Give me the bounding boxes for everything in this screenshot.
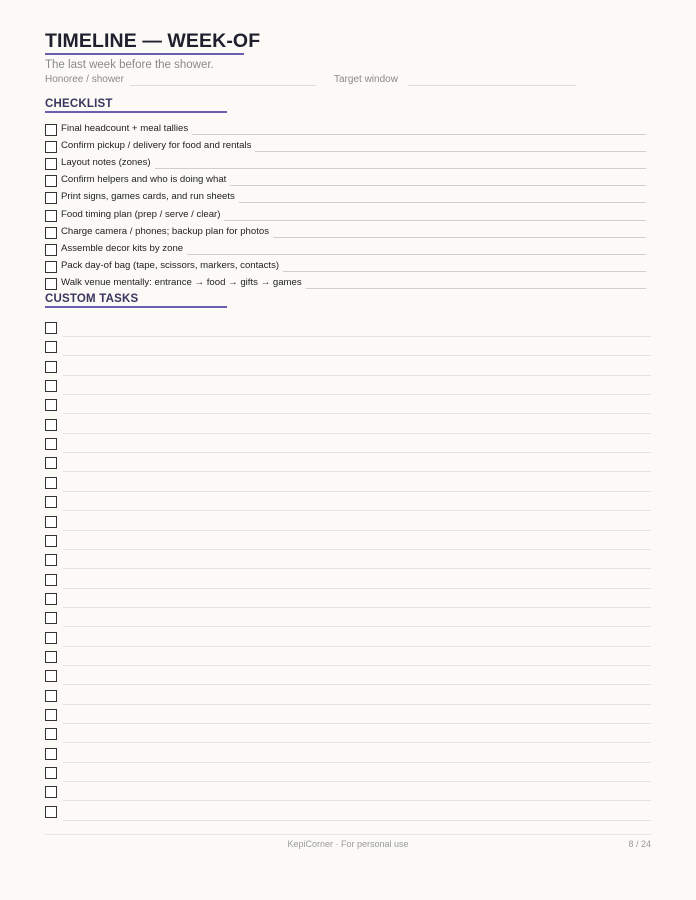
checklist-item-label: Food timing plan (prep / serve / clear) bbox=[61, 208, 224, 221]
custom-task-row bbox=[45, 748, 651, 767]
custom-task-line[interactable] bbox=[63, 471, 651, 472]
custom-task-line[interactable] bbox=[63, 626, 651, 627]
checkbox[interactable] bbox=[45, 690, 57, 702]
custom-task-line[interactable] bbox=[63, 568, 651, 569]
custom-task-row bbox=[45, 380, 651, 399]
checkbox[interactable] bbox=[45, 651, 57, 663]
checkbox[interactable] bbox=[45, 341, 57, 353]
custom-task-line[interactable] bbox=[63, 491, 651, 492]
custom-task-line[interactable] bbox=[63, 510, 651, 511]
checklist-item bbox=[45, 122, 646, 138]
checkbox[interactable] bbox=[45, 438, 57, 450]
custom-tasks-heading: CUSTOM TASKS bbox=[45, 293, 139, 305]
checkbox[interactable] bbox=[45, 278, 57, 290]
page-title: TIMELINE — WEEK-OF bbox=[45, 30, 261, 52]
checkbox[interactable] bbox=[45, 210, 57, 222]
footer-brand: KepiCorner · For personal use bbox=[287, 839, 409, 849]
custom-task-line[interactable] bbox=[63, 781, 651, 782]
honoree-field[interactable] bbox=[130, 85, 316, 86]
checkbox[interactable] bbox=[45, 670, 57, 682]
custom-task-row bbox=[45, 341, 651, 360]
checklist-item bbox=[45, 259, 646, 275]
checklist-underline bbox=[45, 111, 227, 113]
checkbox[interactable] bbox=[45, 141, 57, 153]
custom-task-row bbox=[45, 806, 651, 825]
checkbox[interactable] bbox=[45, 786, 57, 798]
checklist-item bbox=[45, 242, 646, 258]
checklist-item-label: Print signs, games cards, and run sheets bbox=[61, 190, 239, 203]
custom-task-row bbox=[45, 457, 651, 476]
custom-task-row bbox=[45, 709, 651, 728]
footer-divider bbox=[45, 834, 651, 835]
custom-task-row bbox=[45, 612, 651, 631]
page-subtitle: The last week before the shower. bbox=[45, 59, 214, 71]
custom-task-row bbox=[45, 438, 651, 457]
custom-task-row bbox=[45, 554, 651, 573]
checkbox[interactable] bbox=[45, 361, 57, 373]
custom-task-line[interactable] bbox=[63, 665, 651, 666]
custom-task-row bbox=[45, 651, 651, 670]
checklist-item bbox=[45, 173, 646, 189]
checkbox[interactable] bbox=[45, 380, 57, 392]
custom-task-row bbox=[45, 477, 651, 496]
target-window-label: Target window bbox=[334, 74, 398, 85]
custom-task-line[interactable] bbox=[63, 588, 651, 589]
checklist-item-label: Layout notes (zones) bbox=[61, 156, 155, 169]
checkbox[interactable] bbox=[45, 158, 57, 170]
checkbox[interactable] bbox=[45, 767, 57, 779]
custom-task-line[interactable] bbox=[63, 607, 651, 608]
title-underline bbox=[45, 53, 244, 55]
checkbox[interactable] bbox=[45, 806, 57, 818]
custom-task-row bbox=[45, 535, 651, 554]
custom-task-row bbox=[45, 593, 651, 612]
checkbox[interactable] bbox=[45, 728, 57, 740]
custom-task-row bbox=[45, 322, 651, 341]
checkbox[interactable] bbox=[45, 477, 57, 489]
checkbox[interactable] bbox=[45, 124, 57, 136]
checkbox[interactable] bbox=[45, 554, 57, 566]
checkbox[interactable] bbox=[45, 535, 57, 547]
checklist-item bbox=[45, 276, 646, 292]
checklist-item-label: Walk venue mentally: entrance → food → gifts → games bbox=[61, 276, 306, 289]
custom-task-row bbox=[45, 786, 651, 805]
custom-task-line[interactable] bbox=[63, 530, 651, 531]
custom-task-row bbox=[45, 690, 651, 709]
checklist-item-label: Confirm helpers and who is doing what bbox=[61, 173, 230, 186]
custom-task-line[interactable] bbox=[63, 336, 651, 337]
target-window-field[interactable] bbox=[408, 85, 576, 86]
custom-task-line[interactable] bbox=[63, 375, 651, 376]
custom-task-line[interactable] bbox=[63, 800, 651, 801]
checklist-item bbox=[45, 225, 646, 241]
checkbox[interactable] bbox=[45, 612, 57, 624]
checklist-item-label: Assemble decor kits by zone bbox=[61, 242, 187, 255]
checkbox[interactable] bbox=[45, 709, 57, 721]
checkbox[interactable] bbox=[45, 748, 57, 760]
custom-task-row bbox=[45, 670, 651, 689]
checkbox[interactable] bbox=[45, 457, 57, 469]
custom-tasks-underline bbox=[45, 306, 227, 308]
checkbox[interactable] bbox=[45, 192, 57, 204]
custom-task-row bbox=[45, 399, 651, 418]
checklist-item-label: Pack day-of bag (tape, scissors, markers, contacts) bbox=[61, 259, 283, 272]
custom-task-line[interactable] bbox=[63, 762, 651, 763]
checkbox[interactable] bbox=[45, 419, 57, 431]
custom-task-line[interactable] bbox=[63, 742, 651, 743]
checkbox[interactable] bbox=[45, 244, 57, 256]
page-number: 8 / 24 bbox=[628, 839, 651, 849]
honoree-label: Honoree / shower bbox=[45, 74, 124, 85]
custom-task-row bbox=[45, 728, 651, 747]
checkbox[interactable] bbox=[45, 399, 57, 411]
checkbox[interactable] bbox=[45, 261, 57, 273]
custom-task-line[interactable] bbox=[63, 433, 651, 434]
custom-task-line[interactable] bbox=[63, 394, 651, 395]
checklist-item bbox=[45, 190, 646, 206]
custom-task-row bbox=[45, 496, 651, 515]
checkbox[interactable] bbox=[45, 593, 57, 605]
checkbox[interactable] bbox=[45, 632, 57, 644]
checklist-item-label: Charge camera / phones; backup plan for photos bbox=[61, 225, 273, 238]
custom-task-row bbox=[45, 574, 651, 593]
checkbox[interactable] bbox=[45, 496, 57, 508]
custom-task-line[interactable] bbox=[63, 684, 651, 685]
custom-task-row bbox=[45, 361, 651, 380]
custom-task-row bbox=[45, 632, 651, 651]
custom-task-line[interactable] bbox=[63, 820, 651, 821]
checklist-item bbox=[45, 139, 646, 155]
custom-task-line[interactable] bbox=[63, 646, 651, 647]
checkbox[interactable] bbox=[45, 227, 57, 239]
checkbox[interactable] bbox=[45, 516, 57, 528]
checklist-item bbox=[45, 156, 646, 172]
checklist-item-label: Confirm pickup / delivery for food and rentals bbox=[61, 139, 255, 152]
checklist-item-label: Final headcount + meal tallies bbox=[61, 122, 192, 135]
custom-task-line[interactable] bbox=[63, 723, 651, 724]
custom-task-line[interactable] bbox=[63, 704, 651, 705]
custom-task-line[interactable] bbox=[63, 413, 651, 414]
custom-task-line[interactable] bbox=[63, 452, 651, 453]
checkbox[interactable] bbox=[45, 175, 57, 187]
custom-task-row bbox=[45, 419, 651, 438]
custom-task-row bbox=[45, 516, 651, 535]
custom-task-row bbox=[45, 767, 651, 786]
checkbox[interactable] bbox=[45, 574, 57, 586]
checkbox[interactable] bbox=[45, 322, 57, 334]
checklist-item bbox=[45, 208, 646, 224]
custom-task-line[interactable] bbox=[63, 549, 651, 550]
checklist-heading: CHECKLIST bbox=[45, 98, 113, 110]
custom-task-line[interactable] bbox=[63, 355, 651, 356]
